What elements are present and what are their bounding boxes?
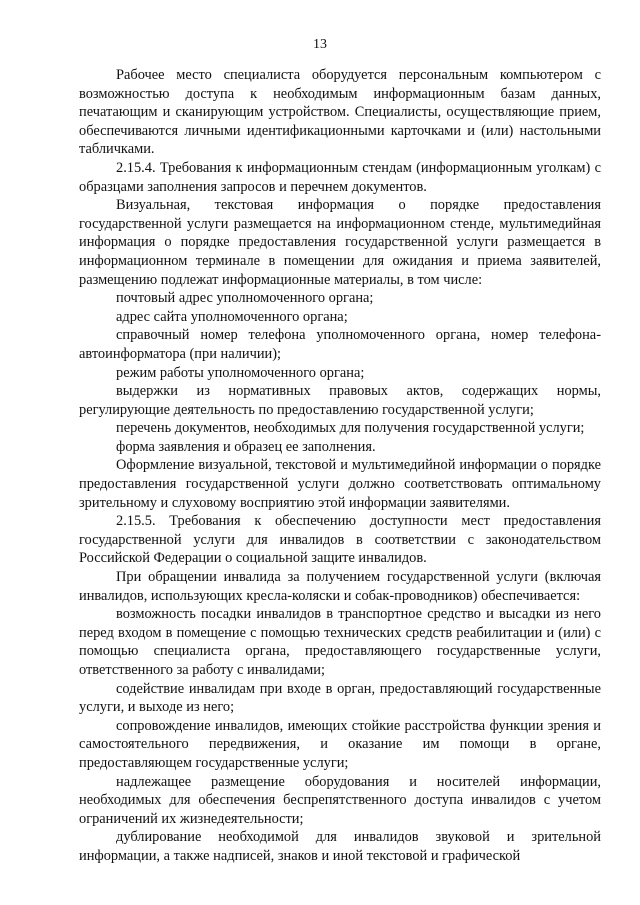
list-item-application-form: форма заявления и образец ее заполнения.: [116, 438, 376, 455]
paragraph-information-design: Оформление визуальной, текстовой и мультимедийной информации о порядке предоставления государственной услуги должно соответствовать оптимальному зрительному и слуховому восприятию этой информации заявителями.: [79, 457, 601, 511]
list-item-postal-address: почтовый адрес уполномоченного органа;: [116, 290, 374, 307]
list-item-phone-number: справочный номер телефона уполномоченного органа, номер телефона-автоинформатора (при наличии);: [79, 327, 601, 362]
paragraph-section-2-15-4: 2.15.4. Требования к информационным стендам (информационным уголкам) с образцами заполнения запросов и перечнем документов.: [79, 159, 601, 195]
list-item-working-hours: режим работы уполномоченного органа;: [116, 364, 365, 381]
list-item-duplication: дублирование необходимой для инвалидов звуковой и зрительной информации, а также надписей, знаков и иной текстовой и графической: [79, 829, 601, 864]
document-body: [79, 66, 601, 866]
page-number: 13: [313, 37, 327, 52]
list-item-entry-assistance: содействие инвалидам при входе в орган, предоставляющий государственные услуги, и выходе из него;: [79, 680, 601, 716]
paragraph-workplace-equipment: Рабочее место специалиста оборудуется персональным компьютером с возможностью доступа к необходимым информационным базам данных, печатающим и сканирующим устройством. Специалисты, осуществляющие прием, обеспечиваются личными идентификационными карточками и (или) настольными табличками.: [79, 67, 601, 158]
list-item-vehicle-boarding: возможность посадки инвалидов в транспортное средство и высадки из него перед входом в помещение с помощью технических средств реабилитации и (или) с помощью специалиста органа, предоставляющего государственные услуги, ответственного за работу с инвалидами;: [79, 606, 601, 678]
list-item-escort: сопровождение инвалидов, имеющих стойкие расстройства функции зрения и самостоятельного передвижения, и оказание им помощи в органе, предоставляющем государственные услуги;: [79, 717, 601, 771]
list-item-website-address: адрес сайта уполномоченного органа;: [116, 308, 348, 325]
list-item-equipment-placement: надлежащее размещение оборудования и носителей информации, необходимых для обеспечения беспрепятственного доступа инвалидов с учетом ограничений их жизнедеятельности;: [79, 773, 601, 827]
paragraph-section-2-15-5: 2.15.5. Требования к обеспечению доступности мест предоставления государственной услуги для инвалидов в соответствии с законодательством Российской Федерации о социальной защите инвалидов.: [79, 513, 601, 567]
list-item-document-list: перечень документов, необходимых для получения государственной услуги;: [116, 420, 585, 437]
list-item-legal-excerpts: выдержки из нормативных правовых актов, содержащих нормы, регулирующие деятельность по предоставлению государственной услуги;: [79, 383, 601, 418]
paragraph-disabled-access-intro: При обращении инвалида за получением государственной услуги (включая инвалидов, использующих кресла-коляски и собак-проводников) обеспечивается:: [79, 569, 601, 604]
paragraph-visual-information: Визуальная, текстовая информация о порядке предоставления государственной услуги размещается на информационном стенде, мультимедийная информация о порядке предоставления государственной услуги размещается в информационном терминале в помещении для ожидания и приема заявителей, размещению подлежат информационные материалы, в том числе:: [79, 197, 601, 288]
